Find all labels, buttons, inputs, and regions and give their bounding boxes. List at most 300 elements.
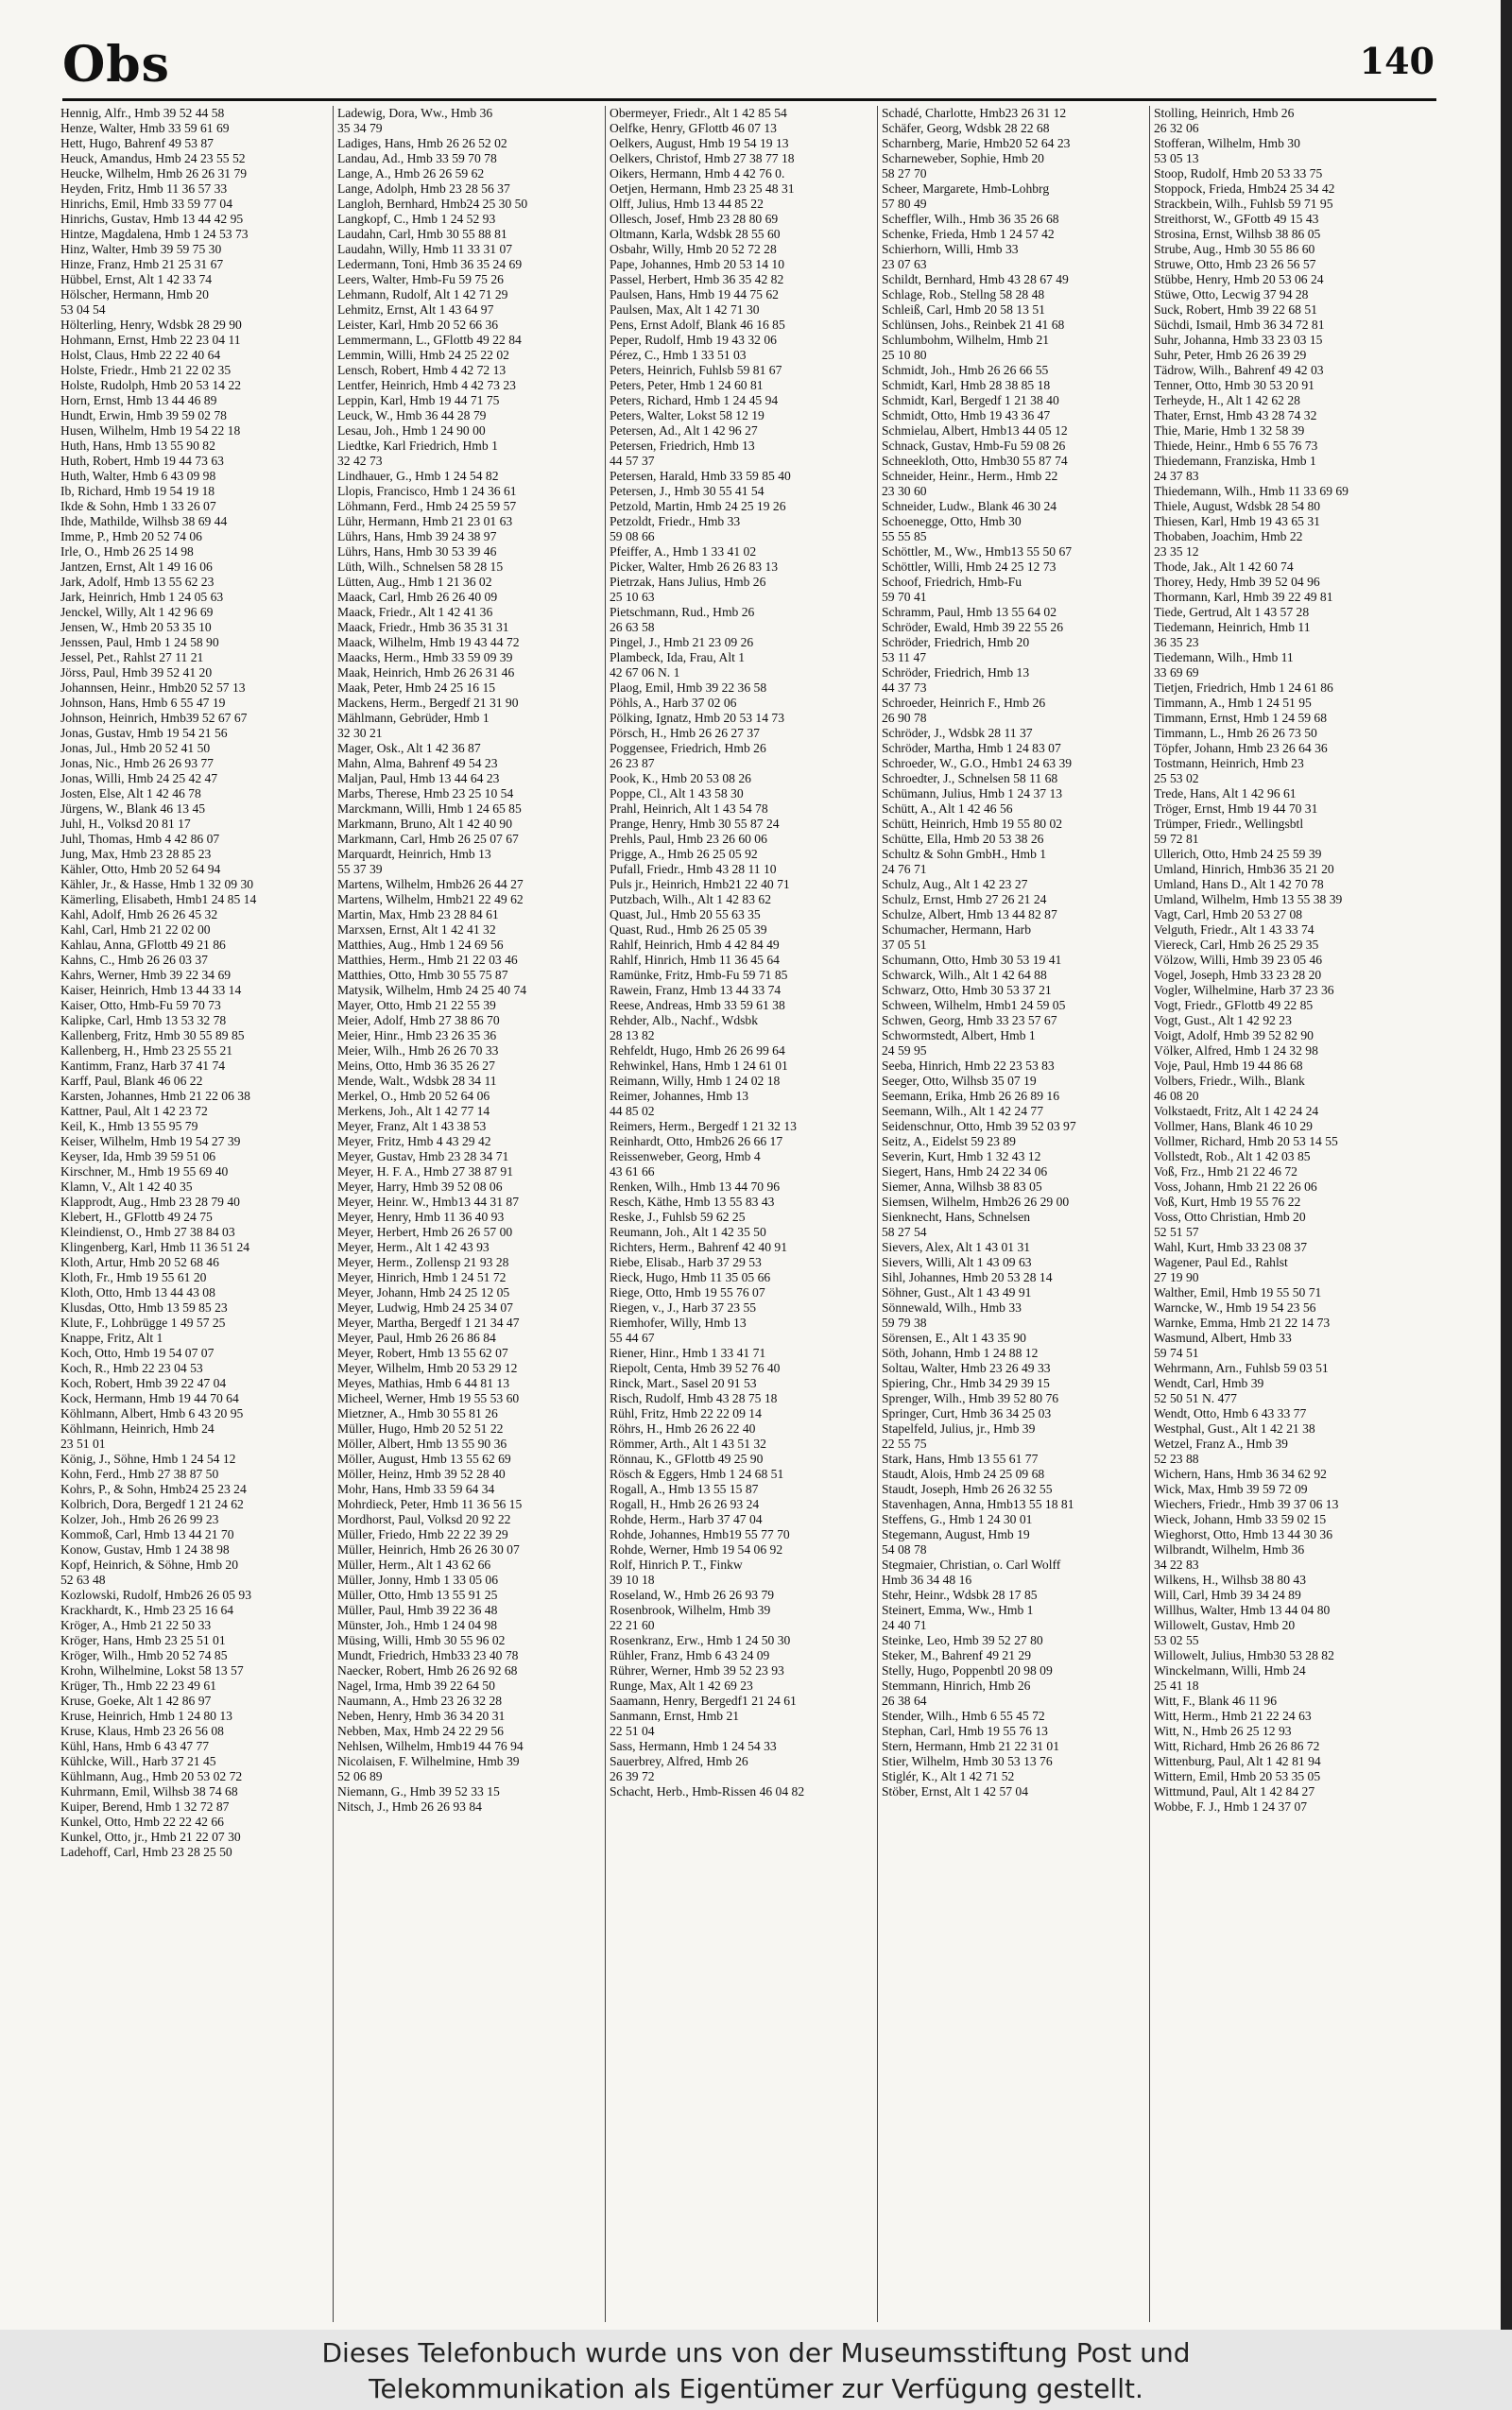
listing-entry: Möller, Heinz, Hmb 39 52 28 40	[337, 1467, 506, 1481]
listing-entry: Kahl, Carl, Hmb 21 22 02 00	[60, 922, 211, 937]
listing-entry: Wilkens, H., Wilhsb 38 80 43	[1154, 1573, 1307, 1587]
listing-entry: Rohde, Johannes, Hmb19 55 77 70	[610, 1527, 790, 1541]
listing-entry: Mackens, Herm., Bergedf 21 31 90	[337, 696, 519, 710]
footer-notice	[0, 2330, 1512, 2410]
listing-entry: Stephan, Carl, Hmb 19 55 76 13	[882, 1724, 1048, 1738]
listing-entry: Ladewig, Dora, Ww., Hmb 36	[337, 106, 493, 120]
listing-entry: Kolzer, Joh., Hmb 26 26 99 23	[60, 1512, 219, 1526]
listing-entry: Plaog, Emil, Hmb 39 22 36 58	[610, 680, 767, 695]
listing-entry: Reinhardt, Otto, Hmb26 26 66 17	[610, 1134, 783, 1148]
listing-entry: Schadé, Charlotte, Hmb23 26 31 12	[882, 106, 1067, 120]
listing-entry: Marxsen, Ernst, Alt 1 42 41 32	[337, 922, 496, 937]
listing-entry: Trümper, Friedr., Wellingsbtl	[1154, 817, 1304, 831]
listing-entry: Meyer, Henry, Hmb 11 36 40 93	[337, 1210, 505, 1224]
listing-entry: Kühlcke, Will., Harb 37 21 45	[60, 1754, 216, 1768]
listing-entry: Kattner, Paul, Alt 1 42 23 72	[60, 1104, 208, 1118]
listing-entry: Jonas, Willi, Hmb 24 25 42 47	[60, 771, 218, 785]
listing-entry: Schacht, Herb., Hmb-Rissen 46 04 82	[610, 1784, 805, 1799]
listing-entry: Kruse, Heinrich, Hmb 1 24 80 13	[60, 1709, 232, 1723]
listing-entry: Schneider, Ludw., Blank 46 30 24	[882, 499, 1057, 513]
listing-entry: Müller, Otto, Hmb 13 55 91 25	[337, 1588, 498, 1602]
listing-entry: Witt, Richard, Hmb 26 26 86 72	[1154, 1739, 1320, 1753]
listing-entry: Petzold, Martin, Hmb 24 25 19 26	[610, 499, 786, 513]
listing-entry: Nebben, Max, Hmb 24 22 29 56	[337, 1724, 504, 1738]
listing-entry: Putzbach, Wilh., Alt 1 42 83 62	[610, 892, 772, 906]
listing-entry: Johnson, Hans, Hmb 6 55 47 19	[60, 696, 226, 710]
listing-entry: Kähler, Jr., & Hasse, Hmb 1 32 09 30	[60, 877, 254, 891]
listing-entry: Schneekloth, Otto, Hmb30 55 87 74	[882, 454, 1068, 468]
listing-entry: Wasmund, Albert, Hmb 33	[1154, 1331, 1292, 1345]
listing-entry: Leuck, W., Hmb 36 44 28 79	[337, 408, 487, 422]
listing-entry: Schütt, Heinrich, Hmb 19 55 80 02	[882, 817, 1063, 831]
listing-entry: Meins, Otto, Hmb 36 35 26 27	[337, 1059, 495, 1073]
listing-entry: Heyden, Fritz, Hmb 11 36 57 33	[60, 181, 228, 196]
listing-entry: Suck, Robert, Hmb 39 22 68 51	[1154, 302, 1317, 317]
listing-entry: Holste, Friedr., Hmb 21 22 02 35	[60, 363, 232, 377]
listing-entry: Ladiges, Hans, Hmb 26 26 52 02	[337, 136, 507, 150]
listing-entry: Irle, O., Hmb 26 25 14 98	[60, 544, 194, 559]
listing-entry: Wittern, Emil, Hmb 20 53 35 05	[1154, 1769, 1321, 1783]
listing-entry: Marbs, Therese, Hmb 23 25 10 54	[337, 786, 514, 800]
listing-entry: Warncke, W., Hmb 19 54 23 56	[1154, 1300, 1316, 1315]
listing-entry: Mayer, Otto, Hmb 21 22 55 39	[337, 998, 496, 1012]
listing-entry: Reimann, Willy, Hmb 1 24 02 18	[610, 1074, 781, 1088]
listing-entry: Kozlowski, Rudolf, Hmb26 26 05 93	[60, 1588, 252, 1602]
listing-entry: Thater, Ernst, Hmb 43 28 74 32	[1154, 408, 1317, 422]
listing-entry: 33 69 69	[1154, 665, 1199, 680]
listing-entry: Möller, Albert, Hmb 13 55 90 36	[337, 1437, 507, 1451]
listing-entry: Schwen, Georg, Hmb 33 23 57 67	[882, 1013, 1057, 1027]
listing-entry: Seemann, Wilh., Alt 1 42 24 77	[882, 1104, 1044, 1118]
listing-entry: 36 35 23	[1154, 635, 1199, 649]
listing-entry: Struwe, Otto, Hmb 23 26 56 57	[1154, 257, 1316, 271]
listing-entry: Poggensee, Friedrich, Hmb 26	[610, 741, 766, 755]
listing-entry: Steinert, Emma, Ww., Hmb 1	[882, 1603, 1034, 1617]
listing-entry: 26 32 06	[1154, 121, 1199, 135]
listing-entry: Voss, Otto Christian, Hmb 20	[1154, 1210, 1306, 1224]
listing-entry: Klapprodt, Aug., Hmb 23 28 79 40	[60, 1195, 240, 1209]
listing-entry: Petersen, Friedrich, Hmb 13	[610, 439, 755, 453]
listing-entry: Klingenberg, Karl, Hmb 11 36 51 24	[60, 1240, 250, 1254]
listing-entry: 26 38 64	[882, 1694, 927, 1708]
listing-entry: Rehwinkel, Hans, Hmb 1 24 61 01	[610, 1059, 788, 1073]
listing-entry: Vollstedt, Rob., Alt 1 42 03 85	[1154, 1149, 1311, 1163]
listing-entry: Wieck, Johann, Hmb 33 59 02 15	[1154, 1512, 1327, 1526]
listing-entry: Wobbe, F. J., Hmb 1 24 37 07	[1154, 1799, 1308, 1814]
listing-entry: Passel, Herbert, Hmb 36 35 42 82	[610, 272, 784, 286]
listing-entry: Richters, Herm., Bahrenf 42 40 91	[610, 1240, 788, 1254]
listing-entry: Merkens, Joh., Alt 1 42 77 14	[337, 1104, 490, 1118]
listing-entry: Rolf, Hinrich P. T., Finkw	[610, 1558, 743, 1572]
listing-entry: Severin, Kurt, Hmb 1 32 43 12	[882, 1149, 1041, 1163]
column-4	[877, 106, 1149, 2322]
listing-entry: Wilbrandt, Wilhelm, Hmb 36	[1154, 1542, 1305, 1557]
listing-entry: Maack, Wilhelm, Hmb 19 43 44 72	[337, 635, 520, 649]
listing-entry: Stier, Wilhelm, Hmb 30 53 13 76	[882, 1754, 1053, 1768]
listing-entry: Petersen, Harald, Hmb 33 59 85 40	[610, 469, 791, 483]
listing-entry: Stehr, Heinr., Wdsbk 28 17 85	[882, 1588, 1038, 1602]
listing-entry: Keyser, Ida, Hmb 39 59 51 06	[60, 1149, 216, 1163]
listing-entry: Tenner, Otto, Hmb 30 53 20 91	[1154, 378, 1314, 392]
listing-entry: Tiedemann, Heinrich, Hmb 11	[1154, 620, 1311, 634]
listing-entry: Schmielau, Albert, Hmb13 44 05 12	[882, 423, 1068, 438]
listing-entry: 24 40 71	[882, 1618, 927, 1632]
listing-entry: Sanmann, Ernst, Hmb 21	[610, 1709, 740, 1723]
listing-entry: Lemmin, Willi, Hmb 24 25 22 02	[337, 348, 509, 362]
listing-entry: Stelly, Hugo, Poppenbtl 20 98 09	[882, 1663, 1053, 1678]
listing-entry: Marquardt, Heinrich, Hmb 13	[337, 847, 491, 861]
listing-entry: Matysik, Wilhelm, Hmb 24 25 40 74	[337, 983, 527, 997]
listing-entry: Oikers, Hermann, Hmb 4 42 76 0.	[610, 166, 785, 181]
listing-entry: Will, Carl, Hmb 39 34 24 89	[1154, 1588, 1301, 1602]
listing-entry: Schoof, Friedrich, Hmb-Fu	[882, 575, 1022, 589]
listing-entry: Riener, Hinr., Hmb 1 33 41 71	[610, 1346, 766, 1360]
listing-entry: 32 42 73	[337, 454, 383, 468]
listing-entry: Schmidt, Karl, Bergedf 1 21 38 40	[882, 393, 1059, 407]
listing-entry: Mohr, Hans, Hmb 33 59 64 34	[337, 1482, 495, 1496]
listing-entry: Strosina, Ernst, Wilhsb 38 86 05	[1154, 227, 1321, 241]
listing-entry: Rösch & Eggers, Hmb 1 24 68 51	[610, 1467, 784, 1481]
listing-entry: Krohn, Wilhelmine, Lokst 58 13 57	[60, 1663, 244, 1678]
listing-entry: Plambeck, Ida, Frau, Alt 1	[610, 650, 746, 664]
listing-entry: 53 05 13	[1154, 151, 1199, 165]
listing-entry: Seidenschnur, Otto, Hmb 39 52 03 97	[882, 1119, 1076, 1133]
listing-entry: Wittmund, Paul, Alt 1 42 84 27	[1154, 1784, 1315, 1799]
listing-entry: Riege, Otto, Hmb 19 55 76 07	[610, 1285, 765, 1300]
listing-entry: Renken, Wilh., Hmb 13 44 70 96	[610, 1179, 781, 1194]
listing-entry: Witt, Herm., Hmb 21 22 24 63	[1154, 1709, 1312, 1723]
listing-entry: Meyer, Franz, Alt 1 43 38 53	[337, 1119, 487, 1133]
listing-entry: Peters, Peter, Hmb 1 24 60 81	[610, 378, 764, 392]
listing-entry: 44 37 73	[882, 680, 927, 695]
listing-entry: Klamn, V., Alt 1 42 40 35	[60, 1179, 193, 1194]
listing-entry: 43 61 66	[610, 1164, 655, 1179]
listing-entry: Timmann, Ernst, Hmb 1 24 59 68	[1154, 711, 1328, 725]
listing-entry: Meyer, Herbert, Hmb 26 26 57 00	[337, 1225, 513, 1239]
listing-entry: Römmer, Arth., Alt 1 43 51 32	[610, 1437, 766, 1451]
listing-entry: 23 30 60	[882, 484, 927, 498]
listing-entry: Jenssen, Paul, Hmb 1 24 58 90	[60, 635, 219, 649]
listing-entry: Umland, Hinrich, Hmb36 35 21 20	[1154, 862, 1334, 876]
listing-entry: Schulz, Ernst, Hmb 27 26 21 24	[882, 892, 1047, 906]
listing-entry: Stüwe, Otto, Lecwig 37 94 28	[1154, 287, 1309, 301]
listing-entry: 44 57 37	[610, 454, 655, 468]
listing-entry: Voigt, Adolf, Hmb 39 52 82 90	[1154, 1028, 1314, 1042]
listing-entry: Stapelfeld, Julius, jr., Hmb 39	[882, 1421, 1036, 1436]
listing-entry: Thiesen, Karl, Hmb 19 43 65 31	[1154, 514, 1320, 528]
listing-entry: Ollesch, Josef, Hmb 23 28 80 69	[610, 212, 779, 226]
listing-entry: Maack, Friedr., Alt 1 42 41 36	[337, 605, 493, 619]
listing-entry: Petzoldt, Friedr., Hmb 33	[610, 514, 741, 528]
header-rule	[62, 98, 1436, 101]
listing-entry: Kämerling, Elisabeth, Hmb1 24 85 14	[60, 892, 257, 906]
listing-entry: Prahl, Heinrich, Alt 1 43 54 78	[610, 801, 768, 816]
listing-entry: Roseland, W., Hmb 26 26 93 79	[610, 1588, 775, 1602]
listing-entry: Rühl, Fritz, Hmb 22 22 09 14	[610, 1406, 762, 1420]
listing-entry: 25 10 63	[610, 590, 655, 604]
listing-entry: Mende, Walt., Wdsbk 28 34 11	[337, 1074, 497, 1088]
listing-entry: Holste, Rudolph, Hmb 20 53 14 22	[60, 378, 242, 392]
listing-entry: Jung, Max, Hmb 23 28 85 23	[60, 847, 212, 861]
listing-entry: Kalipke, Carl, Hmb 13 53 32 78	[60, 1013, 227, 1027]
listing-entry: Kuiper, Berend, Hmb 1 32 72 87	[60, 1799, 230, 1814]
listing-entry: Röhrs, H., Hmb 26 26 22 40	[610, 1421, 756, 1436]
listing-entry: Landau, Ad., Hmb 33 59 70 78	[337, 151, 497, 165]
listing-entry: Kähler, Otto, Hmb 20 52 64 94	[60, 862, 221, 876]
listing-entry: Müller, Hugo, Hmb 20 52 51 22	[337, 1421, 504, 1436]
listing-entry: Lensch, Robert, Hmb 4 42 72 13	[337, 363, 507, 377]
listing-entry: Reimers, Herm., Bergedf 1 21 32 13	[610, 1119, 797, 1133]
listing-entry: Martin, Max, Hmb 23 28 84 61	[337, 907, 499, 921]
listing-entry: Olff, Julius, Hmb 13 44 85 22	[610, 197, 764, 211]
listing-entry: Schöttler, M., Ww., Hmb13 55 50 67	[882, 544, 1073, 559]
listing-entry: Kruse, Goeke, Alt 1 42 86 97	[60, 1694, 212, 1708]
listing-entry: Schildt, Bernhard, Hmb 43 28 67 49	[882, 272, 1069, 286]
listing-entry: Kröger, Hans, Hmb 23 25 51 01	[60, 1633, 226, 1647]
listing-entry: Leister, Karl, Hmb 20 52 66 36	[337, 318, 499, 332]
listing-entry: Lührs, Hans, Hmb 30 53 39 46	[337, 544, 497, 559]
listing-entry: Stemmann, Hinrich, Hmb 26	[882, 1678, 1031, 1693]
listing-entry: Pietrzak, Hans Julius, Hmb 26	[610, 575, 766, 589]
listing-entry: 44 85 02	[610, 1104, 655, 1118]
listing-entry: Kruse, Klaus, Hmb 23 26 56 08	[60, 1724, 224, 1738]
listing-entry: Langloh, Bernhard, Hmb24 25 30 50	[337, 197, 528, 211]
listing-entry: Markmann, Bruno, Alt 1 42 40 90	[337, 817, 513, 831]
listing-entry: Sprenger, Wilh., Hmb 39 52 80 76	[882, 1391, 1059, 1405]
listing-entry: Schlumbohm, Wilhelm, Hmb 21	[882, 333, 1050, 347]
listing-entry: Lemmermann, L., GFlottb 49 22 84	[337, 333, 522, 347]
listing-entry: Kloth, Otto, Hmb 13 44 43 08	[60, 1285, 215, 1300]
listing-entry: 52 51 57	[1154, 1225, 1199, 1239]
listing-entry: Reske, J., Fuhlsb 59 62 25	[610, 1210, 746, 1224]
listing-entry: Ullerich, Otto, Hmb 24 25 59 39	[1154, 847, 1322, 861]
listing-entry: Rahlf, Heinrich, Hmb 4 42 84 49	[610, 938, 780, 952]
listing-entry: Schöttler, Willi, Hmb 24 25 12 73	[882, 559, 1057, 574]
listing-entry: Siemer, Anna, Wilhsb 38 83 05	[882, 1179, 1042, 1194]
listing-entry: Seeba, Hinrich, Hmb 22 23 53 83	[882, 1059, 1055, 1073]
listing-entry: Thiele, August, Wdsbk 28 54 80	[1154, 499, 1321, 513]
listing-entry: Sihl, Johannes, Hmb 20 53 28 14	[882, 1270, 1053, 1284]
listing-entry: 59 74 51	[1154, 1346, 1199, 1360]
listing-entry: Maak, Heinrich, Hmb 26 26 31 46	[337, 665, 515, 680]
listing-entry: Müsing, Willi, Hmb 30 55 96 02	[337, 1633, 506, 1647]
listing-entry: Lührs, Hans, Hmb 39 24 38 97	[337, 529, 497, 543]
listing-entry: Wehrmann, Arn., Fuhlsb 59 03 51	[1154, 1361, 1329, 1375]
listing-entry: 55 44 67	[610, 1331, 655, 1345]
listing-entry: 25 41 18	[1154, 1678, 1199, 1693]
listing-entry: Peper, Rudolf, Hmb 19 43 32 06	[610, 333, 777, 347]
listing-entry: Meyer, Harry, Hmb 39 52 08 06	[337, 1179, 503, 1194]
listing-entry: Voß, Frz., Hmb 21 22 46 72	[1154, 1164, 1297, 1179]
listing-entry: Köhlmann, Heinrich, Hmb 24	[60, 1421, 215, 1436]
listing-entry: Wiechers, Friedr., Hmb 39 37 06 13	[1154, 1497, 1339, 1511]
listing-entry: Tädrow, Wilh., Bahrenf 49 42 03	[1154, 363, 1324, 377]
listing-entry: Pufall, Friedr., Hmb 43 28 11 10	[610, 862, 777, 876]
listing-entry: 59 72 81	[1154, 832, 1199, 846]
listing-entry: Meier, Adolf, Hmb 27 38 86 70	[337, 1013, 500, 1027]
listing-entry: König, J., Söhne, Hmb 1 24 54 12	[60, 1452, 236, 1466]
listing-entry: Meyer, Paul, Hmb 26 26 86 84	[337, 1331, 496, 1345]
listing-entry: 58 27 54	[882, 1225, 927, 1239]
listing-entry: Ledermann, Toni, Hmb 36 35 24 69	[337, 257, 523, 271]
listing-entry: Rieck, Hugo, Hmb 11 35 05 66	[610, 1270, 771, 1284]
listing-entry: Rosenkranz, Erw., Hmb 1 24 50 30	[610, 1633, 791, 1647]
listing-entry: Lütten, Aug., Hmb 1 21 36 02	[337, 575, 492, 589]
listing-entry: Laudahn, Carl, Hmb 30 55 88 81	[337, 227, 507, 241]
listing-entry: Springer, Curt, Hmb 36 34 25 03	[882, 1406, 1052, 1420]
listing-entry: Sauerbrey, Alfred, Hmb 26	[610, 1754, 748, 1768]
listing-entry: Hinrichs, Emil, Hmb 33 59 77 04	[60, 197, 232, 211]
listing-entry: Söhner, Gust., Alt 1 43 49 91	[882, 1285, 1032, 1300]
listing-entry: Voje, Paul, Hmb 19 44 86 68	[1154, 1059, 1303, 1073]
listing-entry: Konow, Gustav, Hmb 1 24 38 98	[60, 1542, 230, 1557]
listing-entry: Petersen, Ad., Alt 1 42 96 27	[610, 423, 758, 438]
listing-entry: Maack, Carl, Hmb 26 26 40 09	[337, 590, 498, 604]
listing-entry: Maljan, Paul, Hmb 13 44 64 23	[337, 771, 500, 785]
listing-entry: 27 19 90	[1154, 1270, 1199, 1284]
listing-entry: Schütt, A., Alt 1 42 46 56	[882, 801, 1013, 816]
listing-entry: Saamann, Henry, Bergedf1 21 24 61	[610, 1694, 797, 1708]
listing-entry: Juhl, Thomas, Hmb 4 42 86 07	[60, 832, 220, 846]
listing-entry: Oelkers, Christof, Hmb 27 38 77 18	[610, 151, 795, 165]
listing-entry: Martens, Wilhelm, Hmb21 22 49 62	[337, 892, 524, 906]
listing-entry: Kuhrmann, Emil, Wilhsb 38 74 68	[60, 1784, 238, 1799]
listing-entry: 26 90 78	[882, 711, 927, 725]
listing-entry: Schenke, Frieda, Hmb 1 24 57 42	[882, 227, 1055, 241]
listing-entry: Riegen, v., J., Harb 37 23 55	[610, 1300, 757, 1315]
listing-entry: Hölscher, Hermann, Hmb 20	[60, 287, 209, 301]
listing-entry: 22 51 04	[610, 1724, 655, 1738]
listing-entry: Huth, Walter, Hmb 6 43 09 98	[60, 469, 216, 483]
listing-entry: 26 63 58	[610, 620, 655, 634]
listing-entry: Schmidt, Karl, Hmb 28 38 85 18	[882, 378, 1051, 392]
listing-entry: Vollmer, Richard, Hmb 20 53 14 55	[1154, 1134, 1338, 1148]
listing-entry: Velguth, Friedr., Alt 1 43 33 74	[1154, 922, 1314, 937]
listing-entry: Leers, Walter, Hmb-Fu 59 75 26	[337, 272, 504, 286]
listing-entry: Nitsch, J., Hmb 26 26 93 84	[337, 1799, 482, 1814]
listing-entry: Kunkel, Otto, Hmb 22 22 42 66	[60, 1815, 224, 1829]
listing-entry: Imme, P., Hmb 20 52 74 06	[60, 529, 202, 543]
listing-entry: 23 51 01	[60, 1437, 106, 1451]
listing-entry: Schröder, Martha, Hmb 1 24 83 07	[882, 741, 1061, 755]
footer-line-1: Dieses Telefonbuch wurde uns von der Museumsstiftung Post und	[321, 2337, 1191, 2368]
listing-entry: 22 21 60	[610, 1618, 655, 1632]
listing-entry: Peters, Heinrich, Fuhlsb 59 81 67	[610, 363, 782, 377]
listing-entry: Rohde, Werner, Hmb 19 54 06 92	[610, 1542, 783, 1557]
listing-entry: Pens, Ernst Adolf, Blank 46 16 85	[610, 318, 785, 332]
listing-entry: Sörensen, E., Alt 1 43 35 90	[882, 1331, 1026, 1345]
listing-entry: Willowelt, Gustav, Hmb 20	[1154, 1618, 1296, 1632]
listing-entry: 37 05 51	[882, 938, 927, 952]
listing-entry: 57 80 49	[882, 197, 927, 211]
listing-entry: Steffens, G., Hmb 1 24 30 01	[882, 1512, 1033, 1526]
listing-entry: Kühl, Hans, Hmb 6 43 47 77	[60, 1739, 210, 1753]
listing-entry: 42 67 06 N. 1	[610, 665, 680, 680]
listing-entry: Vogt, Friedr., GFlottb 49 22 85	[1154, 998, 1314, 1012]
listing-entry: Lehmann, Rudolf, Alt 1 42 71 29	[337, 287, 508, 301]
listing-entry: Prehls, Paul, Hmb 23 26 60 06	[610, 832, 767, 846]
listing-entry: Rehder, Alb., Nachf., Wdsbk	[610, 1013, 759, 1027]
listing-entry: Kunkel, Otto, jr., Hmb 21 22 07 30	[60, 1830, 241, 1844]
listing-entry: Obermeyer, Friedr., Alt 1 42 85 54	[610, 106, 787, 120]
listing-entry: Warnke, Emma, Hmb 21 22 14 73	[1154, 1316, 1331, 1330]
listing-entry: Kohn, Ferd., Hmb 27 38 87 50	[60, 1467, 219, 1481]
listing-entry: 23 07 63	[882, 257, 927, 271]
listing-entry: Maak, Peter, Hmb 24 25 16 15	[337, 680, 496, 695]
listing-entry: Strackbein, Wilh., Fuhlsb 59 71 95	[1154, 197, 1333, 211]
listing-entry: Meyer, Hinrich, Hmb 1 24 51 72	[337, 1270, 507, 1284]
listing-entry: Walther, Emil, Hmb 19 55 50 71	[1154, 1285, 1322, 1300]
listing-entry: Meyer, Robert, Hmb 13 55 62 07	[337, 1346, 508, 1360]
listing-entry: Huth, Hans, Hmb 13 55 90 82	[60, 439, 215, 453]
listing-entry: Jonas, Jul., Hmb 20 52 41 50	[60, 741, 211, 755]
listing-entry: 58 27 70	[882, 166, 927, 181]
listing-entry: Schröder, Ewald, Hmb 39 22 55 26	[882, 620, 1064, 634]
listing-entry: Sönnewald, Wilh., Hmb 33	[882, 1300, 1022, 1315]
listing-entry: Osbahr, Willy, Hmb 20 52 72 28	[610, 242, 777, 256]
listing-entry: Schulze, Albert, Hmb 13 44 82 87	[882, 907, 1057, 921]
listing-entry: Knappe, Fritz, Alt 1	[60, 1331, 163, 1345]
listing-entry: Quast, Rud., Hmb 26 25 05 39	[610, 922, 767, 937]
column-1	[60, 106, 333, 2322]
listing-entry: Kohrs, P., & Sohn, Hmb24 25 23 24	[60, 1482, 247, 1496]
listing-entry: Juhl, H., Volksd 20 81 17	[60, 817, 191, 831]
listing-entry: Tostmann, Heinrich, Hmb 23	[1154, 756, 1304, 770]
listing-entry: Kröger, Wilh., Hmb 20 52 74 85	[60, 1648, 228, 1662]
listing-entry: Hintze, Magdalena, Hmb 1 24 53 73	[60, 227, 249, 241]
listing-entry: Scharneweber, Sophie, Hmb 20	[882, 151, 1044, 165]
listing-entry: Leppin, Karl, Hmb 19 44 71 75	[337, 393, 500, 407]
listing-entry: Thode, Jak., Alt 1 42 60 74	[1154, 559, 1294, 574]
listing-entry: 59 08 66	[610, 529, 655, 543]
listing-entry: Willhus, Walter, Hmb 13 44 04 80	[1154, 1603, 1331, 1617]
listing-entry: Kahl, Adolf, Hmb 26 26 45 32	[60, 907, 218, 921]
listing-entry: Schumann, Otto, Hmb 30 53 19 41	[882, 953, 1062, 967]
listing-entry: 54 08 78	[882, 1542, 927, 1557]
listing-entry: Lange, Adolph, Hmb 23 28 56 37	[337, 181, 510, 196]
listing-entry: Vogt, Gust., Alt 1 42 92 23	[1154, 1013, 1292, 1027]
listing-entry: Marckmann, Willi, Hmb 1 24 65 85	[337, 801, 522, 816]
listing-entry: Wittenburg, Paul, Alt 1 42 81 94	[1154, 1754, 1321, 1768]
listing-entry: Vagt, Carl, Hmb 20 53 27 08	[1154, 907, 1303, 921]
listing-entry: Pook, K., Hmb 20 53 08 26	[610, 771, 751, 785]
listing-entry: Hett, Hugo, Bahrenf 49 53 87	[60, 136, 214, 150]
listing-entry: Sievers, Willi, Alt 1 43 09 63	[882, 1255, 1032, 1269]
listing-entry: Peters, Richard, Hmb 1 24 45 94	[610, 393, 779, 407]
listing-entry: Steker, M., Bahrenf 49 21 29	[882, 1648, 1032, 1662]
listing-entry: Henze, Walter, Hmb 33 59 61 69	[60, 121, 230, 135]
listing-entry: Oelfke, Henry, GFlottb 46 07 13	[610, 121, 777, 135]
listing-entry: Stoppock, Frieda, Hmb24 25 34 42	[1154, 181, 1335, 196]
listing-entry: Volbers, Friedr., Wilh., Blank	[1154, 1074, 1305, 1088]
listing-entry: Kallenberg, Fritz, Hmb 30 55 89 85	[60, 1028, 245, 1042]
listing-entry: Terheyde, H., Alt 1 42 62 28	[1154, 393, 1300, 407]
listing-entry: Ib, Richard, Hmb 19 54 19 18	[60, 484, 215, 498]
listing-entry: Jörss, Paul, Hmb 39 52 41 20	[60, 665, 213, 680]
listing-entry: Krüger, Th., Hmb 22 23 49 61	[60, 1678, 216, 1693]
listing-entry: Mählmann, Gebrüder, Hmb 1	[337, 711, 490, 725]
listing-entry: Mahn, Alma, Bahrenf 49 54 23	[337, 756, 498, 770]
listing-entry: Scheer, Margarete, Hmb-Lohbrg	[882, 181, 1050, 196]
listing-entry: Petersen, J., Hmb 30 55 41 54	[610, 484, 765, 498]
listing-entry: Llopis, Francisco, Hmb 1 24 36 61	[337, 484, 517, 498]
listing-entry: Kallenberg, H., Hmb 23 25 55 21	[60, 1043, 233, 1058]
listing-entry: Hinze, Franz, Hmb 21 25 31 67	[60, 257, 224, 271]
listing-entry: Meyer, Ludwig, Hmb 24 25 34 07	[337, 1300, 513, 1315]
listing-entry: Matthies, Otto, Hmb 30 55 75 87	[337, 968, 508, 982]
column-2	[333, 106, 605, 2322]
listing-entry: Siemsen, Wilhelm, Hmb26 26 29 00	[882, 1195, 1070, 1209]
